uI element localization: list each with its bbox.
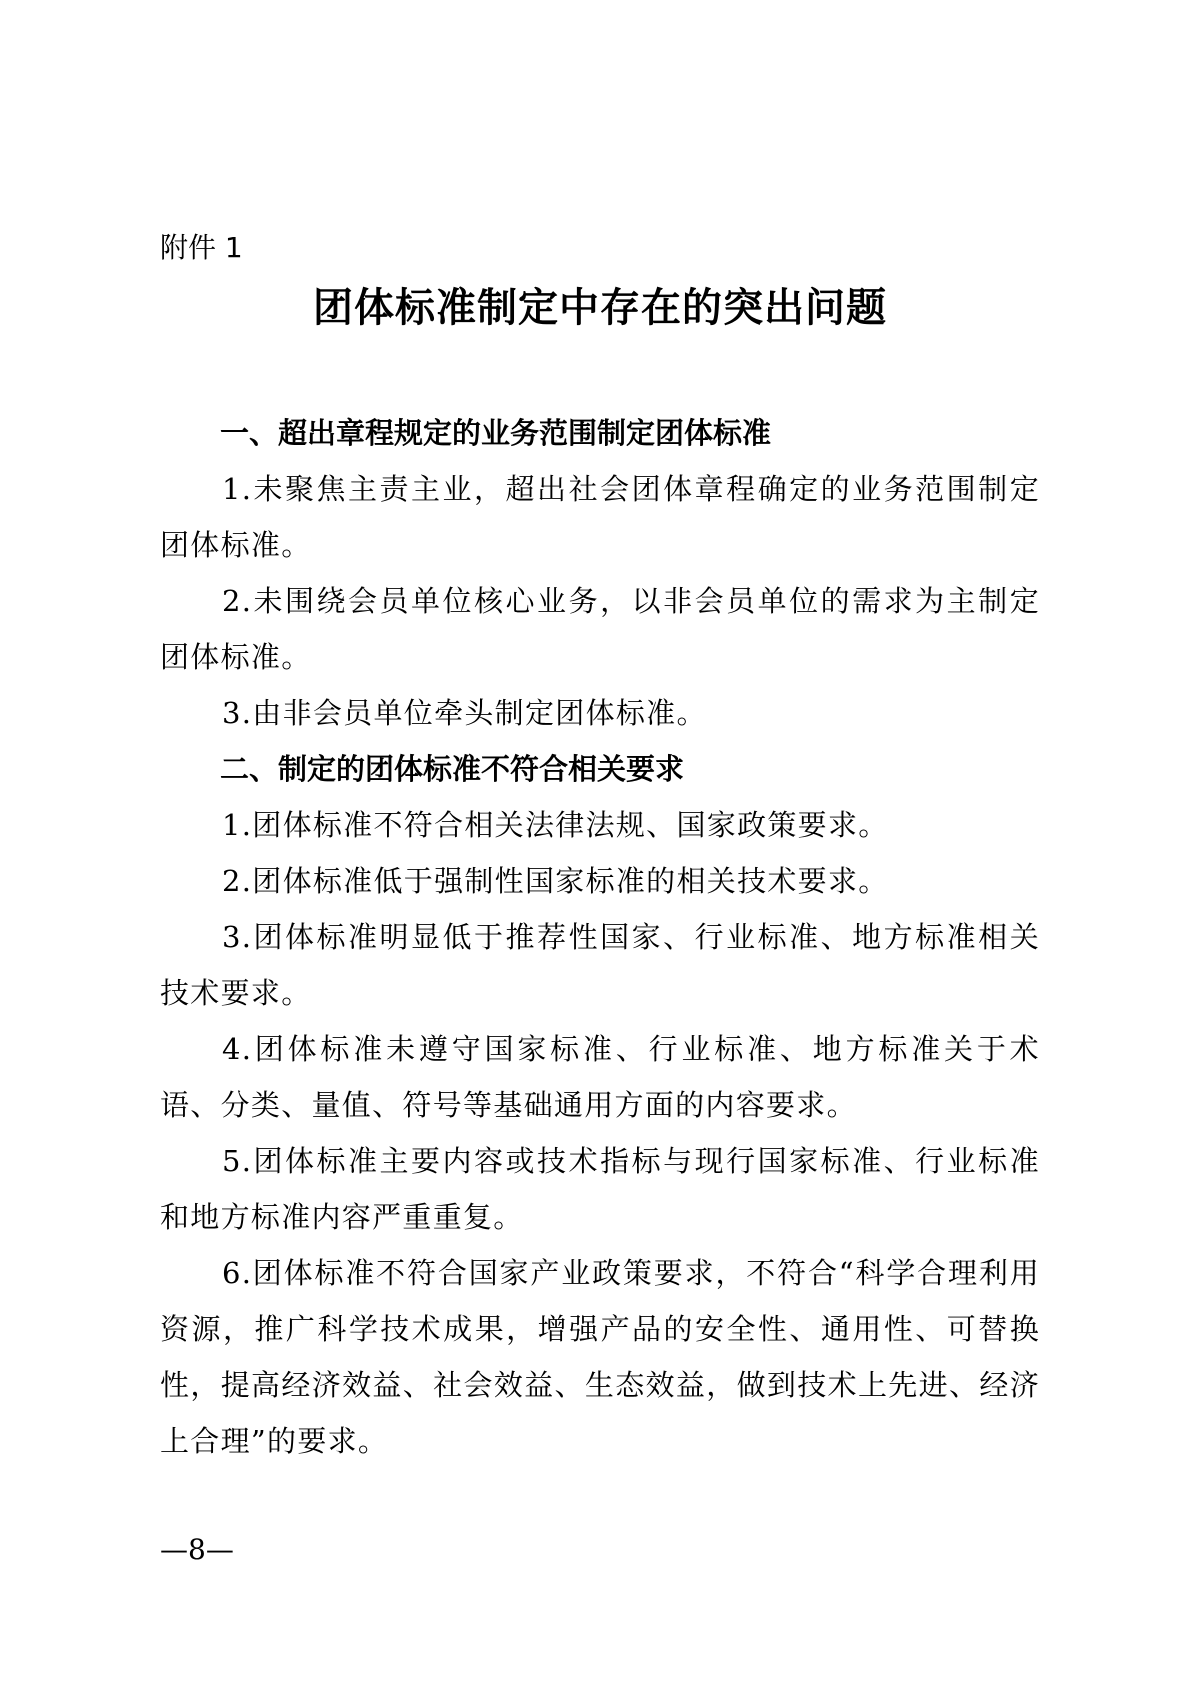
- document-title: 团体标准制定中存在的突出问题: [313, 284, 887, 331]
- section-heading-1: 一、超出章程规定的业务范围制定团体标准: [220, 416, 772, 450]
- section-1-item-2: 2.未围绕会员单位核心业务，以非会员单位的需求为主制定团体标准。: [160, 584, 1040, 674]
- section-2-item-3: 3.团体标准明显低于推荐性国家、行业标准、地方标准相关技术要求。: [160, 920, 1040, 1010]
- section-1-item-3: 3.由非会员单位牵头制定团体标准。: [222, 696, 707, 730]
- attachment-label: 附件 1: [160, 231, 243, 264]
- document-body: [160, 405, 1040, 1469]
- section-2-item-2: 2.团体标准低于强制性国家标准的相关技术要求。: [222, 864, 889, 898]
- section-2-item-4: 4.团体标准未遵守国家标准、行业标准、地方标准关于术语、分类、量值、符号等基础通用方面的内容要求。: [160, 1032, 1040, 1122]
- section-2-item-1: 1.团体标准不符合相关法律法规、国家政策要求。: [222, 808, 889, 842]
- section-1-item-1: 1.未聚焦主责主业，超出社会团体章程确定的业务范围制定团体标准。: [160, 472, 1040, 562]
- section-2-item-6: 6.团体标准不符合国家产业政策要求，不符合“科学合理利用资源，推广科学技术成果，增强产品的安全性、通用性、可替换性，提高经济效益、社会效益、生态效益，做到技术上先进、经济上合理”的要求。: [160, 1256, 1040, 1458]
- section-2-item-5: 5.团体标准主要内容或技术指标与现行国家标准、行业标准和地方标准内容严重重复。: [160, 1144, 1040, 1234]
- page-number: —8—: [160, 1533, 234, 1566]
- section-heading-2: 二、制定的团体标准不符合相关要求: [220, 752, 685, 786]
